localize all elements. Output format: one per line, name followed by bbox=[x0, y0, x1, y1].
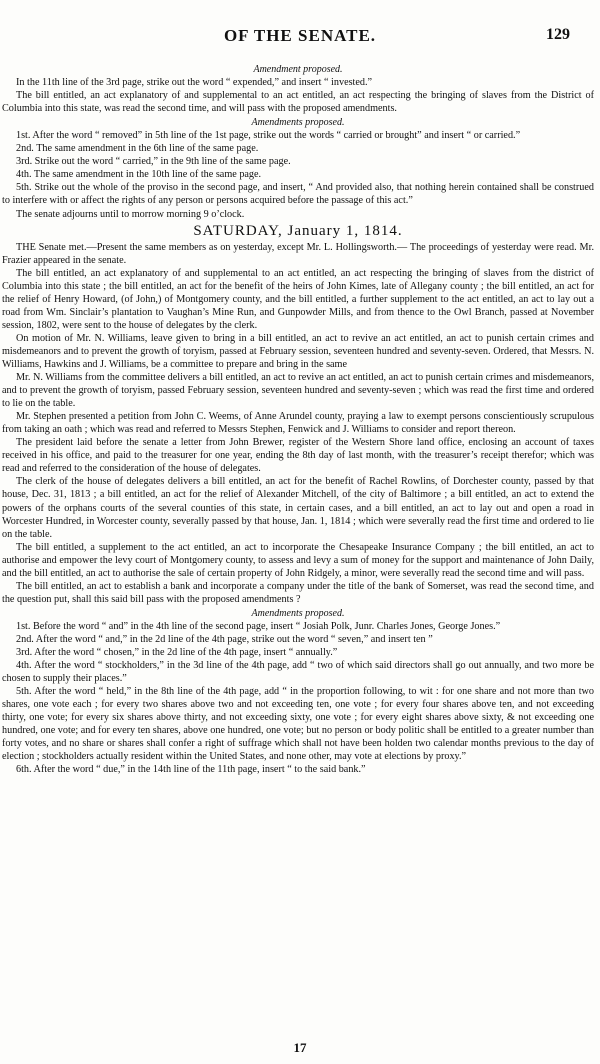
section-heading: Amendment proposed. bbox=[253, 64, 343, 75]
date-heading: SATURDAY, January 1, 1814. bbox=[193, 222, 403, 239]
signature-mark: 17 bbox=[293, 1040, 307, 1055]
journal-paragraph: 1st. Before the word “ and” in the 4th line of the second page, insert “ Josiah Polk, Junr. Charles Jones, George Jones.” bbox=[16, 620, 501, 632]
journal-paragraph: Mr. N. Williams from the committee delivers a bill entitled, an act to revive an act entitled, an act to punish certain crimes and misdemeanors, and to prevent the growth of toryism, passed February session, seventeen hundred and seventy-seven ; which was read the first time and ordered to lie on the table. bbox=[2, 372, 594, 410]
journal-paragraph: In the 11th line of the 3rd page, strike out the word “ expended,” and insert “ invested.” bbox=[16, 77, 373, 89]
journal-paragraph: 5th. After the word “ held,” in the 8th line of the 4th page, add “ in the proportion following, to wit : for one share and not more than two shares, one vote each ; for every two shares above two and not exceeding ten, one vote ; for every four shares above ten, and not exceeding thirty, one vote; for every six shares above thirty, and not exceeding sixty, one vote ; for every eight shares above sixty, & not exceeding one hundred, one vote; and for every ten shares, above one hundred, one vote; but no person or body politic shall be entitled to a greater number than forty votes, and no share or shares shall confer a right of suffrage which shall not have been holden two calendar months previous to the day of election ; stockholders actually resident within the United States, and none other, may vote at elections by proxy.” bbox=[2, 686, 594, 763]
journal-paragraph: 4th. After the word “ stockholders,” in the 3d line of the 4th page, add “ two of which said directors shall go out annually, and two more be chosen to supply their places.” bbox=[2, 660, 594, 685]
journal-paragraph: The clerk of the house of delegates delivers a bill entitled, an act for the benefit of Rachel Rowlins, of Dorchester county, passed by that house, Dec. 31, 1813 ; a bill entitled, an act for the relief of Alexander Mitchell, of the city of Baltimore ; a bill entitled, an act to extend the powers of the orphans courts of the several counties of this state, in certain cases, and a bill entitled, an act to lay out and open a road in Worcester Hundred, in Worcester county, severally passed by that house, Jan. 1, 1814 ; which were severally read the first time and ordered to lie on the table. bbox=[2, 476, 594, 540]
journal-paragraph: 2nd. After the word “ and,” in the 2d line of the 4th page, strike out the word “ seven,” and insert ten ” bbox=[16, 633, 433, 645]
journal-paragraph: 3rd. After the word “ chosen,” in the 2d line of the 4th page, insert “ annually.” bbox=[16, 647, 338, 659]
journal-paragraph: The bill entitled, an act explanatory of and supplemental to an act entitled, an act respecting the bringing of slaves from the District of Columbia into this state, was read the second time, and will pass with the proposed amendments. bbox=[2, 90, 594, 115]
running-title: OF THE SENATE. bbox=[223, 26, 377, 45]
journal-paragraph: The senate adjourns until to morrow morning 9 o’clock. bbox=[16, 208, 245, 220]
running-head bbox=[0, 22, 600, 52]
journal-paragraph: 4th. The same amendment in the 10th line of the same page. bbox=[16, 169, 262, 181]
journal-paragraph: 2nd. The same amendment in the 6th line of the same page. bbox=[16, 143, 259, 155]
journal-paragraph: The bill entitled, an act to establish a bank and incorporate a company under the title of the bank of Somerset, was read the second time, and the question put, shall this said bill pass with the proposed amendments ? bbox=[2, 580, 594, 605]
journal-paragraph: 6th. After the word “ due,” in the 14th line of the 11th page, insert “ to the said bank.” bbox=[16, 764, 366, 776]
journal-paragraph: The bill entitled, an act explanatory of and supplemental to an act entitled, an act respecting the bringing of slaves from the district of Columbia into this state ; the bill entitled, an act for the benefit of the heirs of John Kimes, late of Allegany county ; the bill entitled, an act for the relief of Henry Howard, (of John,) of Montgomery county, and the bill entitled, a further supplement to the act entitled, an act to lay out a road from Wm. Sinclair’s plantation to Vaughan’s Mine Run, and Gunpowder Mills, and from thence to the Owl Branch, passed at November session, 1802, were sent to the house of delegates by the clerk. bbox=[2, 267, 594, 331]
journal-paragraph: THE Senate met.—Present the same members as on yesterday, except Mr. L. Hollingsworth.— The proceedings of yesterday were read. Mr. Frazier appeared in the senate. bbox=[2, 241, 594, 266]
journal-paragraph: 3rd. Strike out the word “ carried,” in the 9th line of the same page. bbox=[16, 156, 291, 168]
journal-paragraph: The bill entitled, a supplement to the act entitled, an act to incorporate the Chesapeake Insurance Company ; the bill entitled, an act to authorise and empower the levy court of Montgomery county, to assess and levy a sum of money for the support and maintenance of John Daily, and the bill entitled, an act to authorise the sale of certain property of John Ridgely, a minor, were severally read the second time and will pass. bbox=[2, 541, 594, 579]
journal-body bbox=[2, 62, 594, 1030]
journal-paragraph: 5th. Strike out the whole of the proviso in the second page, and insert, “ And provided also, that nothing herein contained shall be construed to interfere with or affect the rights of any person or persons acquired before the passage of this act.” bbox=[2, 182, 594, 207]
journal-paragraph: On motion of Mr. N. Williams, leave given to bring in a bill entitled, an act to revive an act entitled, an act to punish certain crimes and misdemeanors and to prevent the growth of toryism, passed at February session, seventeen hundred and seventy-seven. Ordered, that Messrs. N. Williams, Hawkins and J. Williams, be a committee to prepare and bring in the same bbox=[2, 332, 594, 370]
journal-paragraph: The president laid before the senate a letter from John Brewer, register of the Western Shore land office, enclosing an account of taxes received in his office, and paid to the treasurer for one year, ending the 8th day of last month, with the treasurer’s receipt therefor; which was read and referred to the consideration of the house of delegates. bbox=[2, 437, 594, 475]
section-heading: Amendments proposed. bbox=[251, 607, 345, 619]
journal-paragraph: 1st. After the word “ removed” in 5th line of the 1st page, strike out the words “ carried or brought” and insert “ or carried.” bbox=[16, 130, 521, 142]
section-heading: Amendments proposed. bbox=[251, 117, 345, 129]
journal-paragraph: Mr. Stephen presented a petition from John C. Weems, of Anne Arundel county, praying a law to exempt persons conscientiously scrupulous from taking an oath ; which was read and referred to Messrs Stephen, Fenwick and J. Williams to consider and report thereon. bbox=[2, 411, 594, 436]
page-number: 129 bbox=[546, 26, 570, 43]
